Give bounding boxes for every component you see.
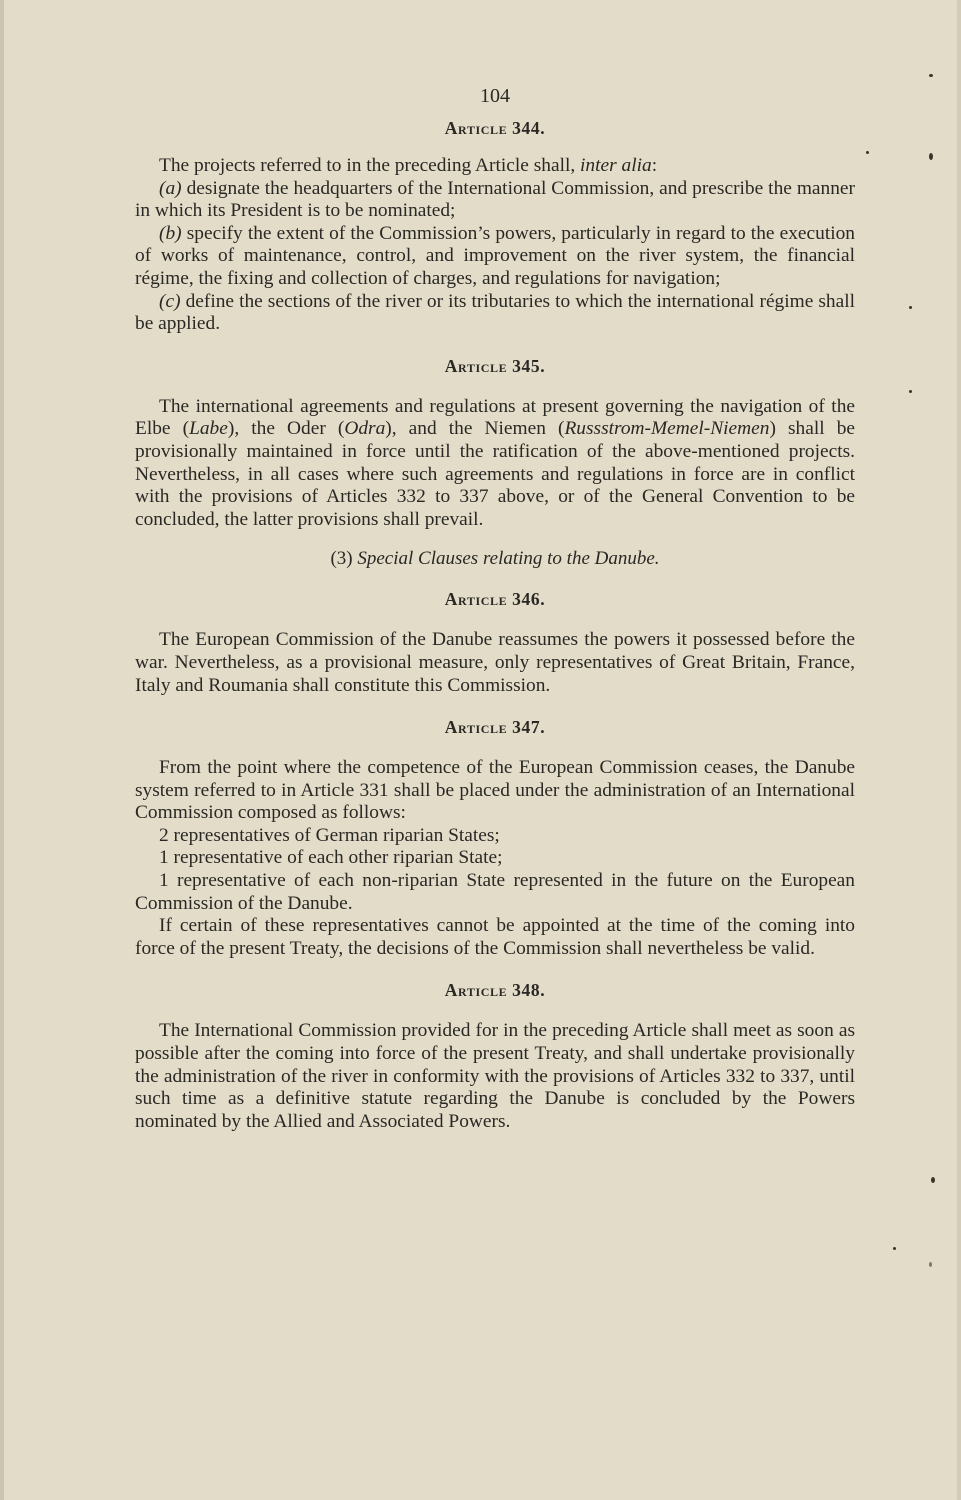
- paragraph: (b) specify the extent of the Commission’s powers, particularly in regard to the execution of works of maintenance, control, and improvement on the river system, the financial régime, the fixing and collection of charges, and regulations for navigation;: [135, 222, 855, 289]
- paragraph: 2 representatives of German riparian States;: [159, 824, 500, 846]
- article-heading: Article 346.: [444, 589, 546, 610]
- scan-speck: [929, 153, 933, 160]
- article-344: [135, 116, 855, 336]
- paragraph: The International Commission provided for in the preceding Article shall meet as soon as possible after the coming into force of the present Treaty, and shall undertake provisionally the administration of the river in conformity with the provisions of Articles 332 to 337, until such time as a definitive statute regarding the Danube is concluded by the Powers nominated by the Allied and Associated Powers.: [135, 1020, 855, 1132]
- scan-speck: [929, 1262, 932, 1267]
- paragraph: 1 representative of each other riparian State;: [159, 847, 503, 869]
- article-heading: Article 348.: [444, 980, 546, 1001]
- scan-speck: [909, 306, 912, 309]
- page-number: 104: [480, 85, 510, 107]
- article-heading: Article 345.: [444, 355, 546, 376]
- article-348: [135, 960, 855, 1133]
- scan-speck: [866, 151, 869, 154]
- article-heading: Article 344.: [444, 118, 546, 138]
- paragraph: (c) define the sections of the river or its tributaries to which the international régime shall be applied.: [135, 290, 855, 335]
- paragraph: (a) designate the headquarters of the International Commission, and prescribe the manner in which its President is to be nominated;: [135, 177, 855, 222]
- scan-speck: [929, 74, 933, 77]
- article-345: [135, 336, 855, 532]
- article-346: [135, 571, 855, 697]
- paragraph: From the point where the competence of the European Commission ceases, the Danube system referred to in Article 331 shall be placed under the administration of an International Commission composed as follows:: [135, 757, 855, 824]
- paragraph: The projects referred to in the preceding Article shall, inter alia:: [159, 155, 658, 176]
- paragraph: 1 representative of each non-riparian State represented in the future on the European Commission of the Danube.: [135, 870, 855, 914]
- paragraph: If certain of these representatives cannot be appointed at the time of the coming into force of the present Treaty, the decisions of the Commission shall nevertheless be valid.: [135, 915, 855, 959]
- section-heading: (3) Special Clauses relating to the Danube.: [330, 548, 660, 570]
- paragraph: The international agreements and regulations at present governing the navigation of the Elbe (Labe), the Oder (Odra), and the Niemen (Russstrom-Memel-Niemen) shall be provisionally maintained in force until the ratification of the above-mentioned projects. Nevertheless, in all cases where such agreements and regulations in force are in conflict with the provisions of Articles 332 to 337 above, or of the General Convention to be concluded, the latter provisions shall prevail.: [135, 395, 855, 530]
- scan-speck: [931, 1177, 935, 1183]
- scan-edge-right: [957, 0, 961, 1500]
- document-page: [135, 80, 855, 1133]
- scan-edge-left: [0, 0, 4, 1500]
- paragraph: The European Commission of the Danube reassumes the powers it possessed before the war. Nevertheless, as a provisional measure, only representatives of Great Britain, France, Italy and Roumania shall constitute this Commission.: [135, 629, 855, 696]
- scan-speck: [893, 1247, 896, 1250]
- scan-speck: [909, 390, 912, 393]
- article-347: [135, 697, 855, 960]
- article-heading: Article 347.: [444, 717, 546, 738]
